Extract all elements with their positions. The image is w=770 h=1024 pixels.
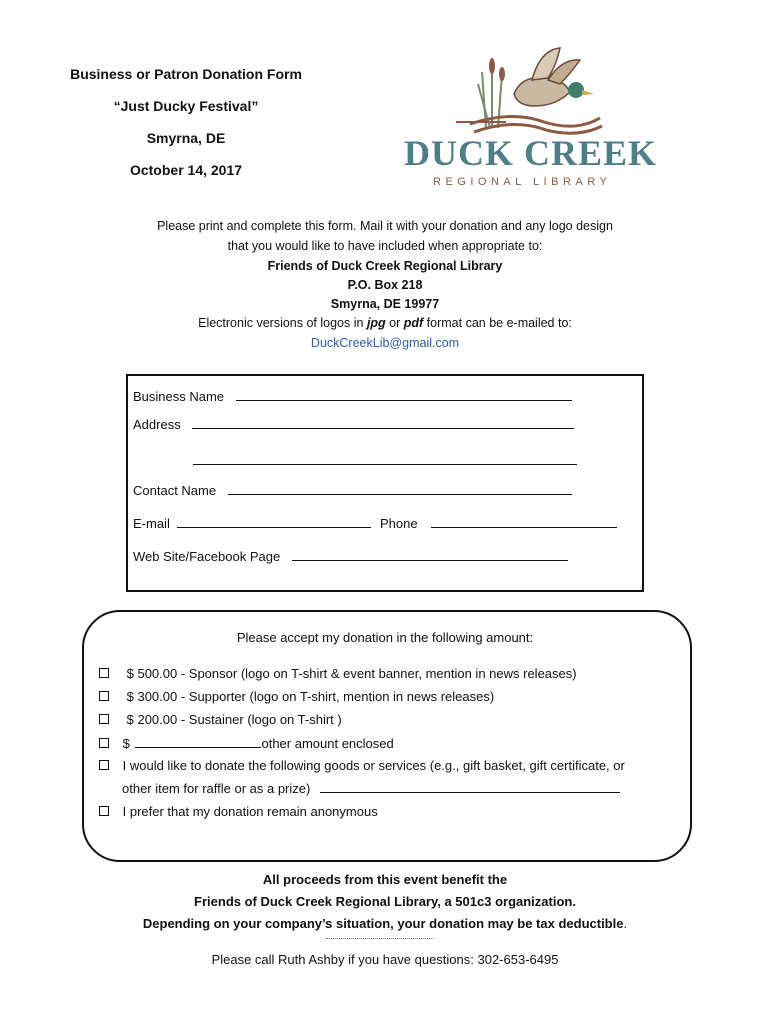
contact-email-link[interactable]: DuckCreekLib@gmail.com [310,336,460,350]
other-amount-line[interactable] [135,735,261,748]
option-sponsor[interactable] [99,666,577,681]
checkbox[interactable] [99,668,109,678]
email-line[interactable] [177,515,371,528]
option-label: $ 200.00 - Sustainer (logo on T-shirt ) [126,712,342,727]
contact-name-label: Contact Name [133,483,217,498]
option-anonymous[interactable] [99,804,378,819]
logo-name: DUCK CREEK [404,133,658,173]
phone-line[interactable] [431,515,617,528]
option-sustainer[interactable] [99,712,342,727]
format-or: or [385,316,404,330]
contact-name-line[interactable] [228,482,572,495]
website-label: Web Site/Facebook Page [133,549,281,564]
option-supporter[interactable] [99,689,494,704]
address-field[interactable] [133,416,574,432]
business-name-line[interactable] [236,388,572,401]
business-name-field[interactable] [133,388,572,404]
business-name-label: Business Name [133,389,225,404]
contact-name-field[interactable] [133,482,572,498]
address-line-1[interactable] [192,416,574,429]
logo-subtitle: REGIONAL LIBRARY [433,176,612,188]
option-goods-services[interactable] [99,758,625,773]
mailing-pobox: P.O. Box 218 [347,278,423,292]
checkbox[interactable] [99,714,109,724]
format-jpg: jpg [366,316,386,330]
goods-label-line-1: I would like to donate the following goods or services (e.g., gift basket, gift certificate, or [122,758,625,773]
address-line-2[interactable] [193,464,577,465]
event-date: October 14, 2017 [129,162,243,178]
goods-label-line-2: other item for raffle or as a prize) [122,781,311,796]
checkbox[interactable] [99,760,109,770]
website-field[interactable] [133,548,568,564]
instructions-line-1: Please print and complete this form. Mail it with your donation and any logo design [157,219,613,233]
dotted-divider [326,938,434,939]
address-label: Address [133,417,181,432]
option-label: $ 300.00 - Supporter (logo on T-shirt, mention in news releases) [126,689,495,704]
format-pdf: pdf [403,316,424,330]
mailing-org: Friends of Duck Creek Regional Library [267,259,503,273]
other-amount-label: other amount enclosed [261,736,394,751]
phone-field[interactable] [380,515,617,531]
duck-icon [452,44,612,138]
contact-phone-note: Please call Ruth Ashby if you have questions: 302-653-6495 [211,952,559,967]
event-name: “Just Ducky Festival” [113,98,259,114]
tax-note-period: . [623,916,628,931]
electronic-pre: Electronic versions of logos in [198,316,367,330]
electronic-post: format can be e-mailed to: [423,316,572,330]
checkbox[interactable] [99,691,109,701]
footer-line-2: Friends of Duck Creek Regional Library, a 501c3 organization. [194,894,576,909]
event-location: Smyrna, DE [146,130,226,146]
option-other-amount[interactable] [99,735,394,751]
email-field[interactable] [133,515,371,531]
checkbox[interactable] [99,738,109,748]
donation-prompt: Please accept my donation in the following amount: [236,630,534,645]
email-label: E-mail [133,516,170,531]
footer-line-1: All proceeds from this event benefit the [262,872,508,887]
goods-description-line[interactable] [320,780,620,793]
dollar-sign: $ [122,736,130,751]
phone-label: Phone [380,516,418,531]
anonymous-label: I prefer that my donation remain anonymous [122,804,378,819]
instructions-line-2: that you would like to have included when appropriate to: [227,239,543,253]
option-label: $ 500.00 - Sponsor (logo on T-shirt & event banner, mention in news releases) [126,666,577,681]
website-line[interactable] [292,548,568,561]
tax-note: Depending on your company’s situation, your donation may be tax deductible [142,916,624,931]
form-title: Business or Patron Donation Form [70,66,302,82]
mailing-city: Smyrna, DE 19977 [330,297,440,311]
footer-line-3 [0,916,770,931]
checkbox[interactable] [99,806,109,816]
goods-line-2 [122,780,620,796]
electronic-logos-note [0,316,770,330]
